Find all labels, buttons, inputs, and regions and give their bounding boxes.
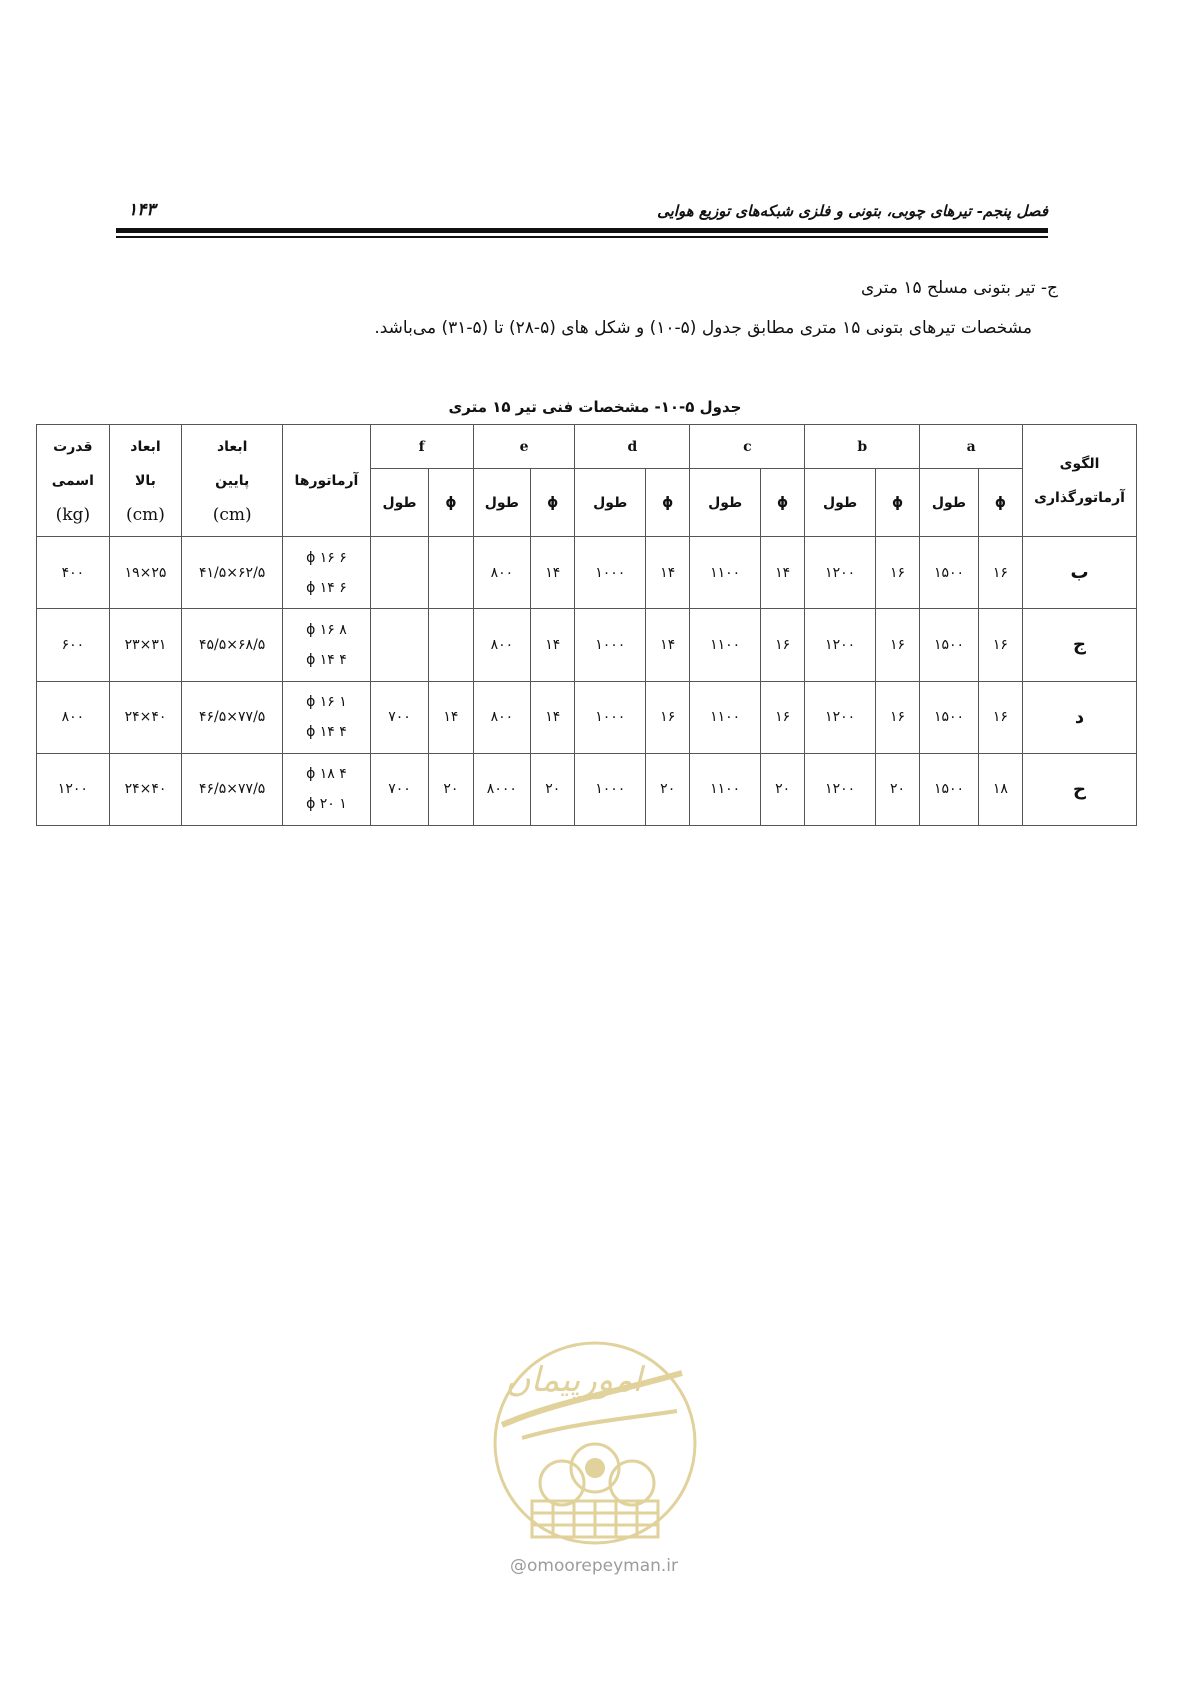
cell-c-phi: ۱۶ <box>760 681 804 753</box>
cell-top-dimension: ۳۱×۲۳ <box>109 609 182 681</box>
header-rule-thin <box>116 236 1048 238</box>
spec-table <box>36 424 1137 826</box>
cell-e-length: ۸۰۰۰ <box>473 753 530 825</box>
cell-e-length: ۸۰۰ <box>473 537 530 609</box>
table-caption: جدول ۵-۱۰- مشخصات فنی تیر ۱۵ متری <box>448 398 742 416</box>
cell-d-phi: ۲۰ <box>646 753 690 825</box>
cell-bottom-dimension: ۷۷/۵×۴۶/۵ <box>182 681 283 753</box>
header-phi: ϕ <box>978 469 1022 537</box>
cell-pattern: ب <box>1023 537 1137 609</box>
cell-b-length: ۱۲۰۰ <box>805 609 876 681</box>
cell-e-length: ۸۰۰ <box>473 609 530 681</box>
cell-c-length: ۱۱۰۰ <box>690 609 761 681</box>
cell-armatures: ۱ ϕ ۱۶ ۴ ϕ ۱۴ <box>283 681 371 753</box>
header-rule-thick <box>116 228 1048 233</box>
section-subheading: ج- تیر بتونی مسلح ۱۵ متری <box>861 278 1058 298</box>
cell-e-phi: ۱۴ <box>531 609 575 681</box>
header-length: طول <box>805 469 876 537</box>
header-length: طول <box>690 469 761 537</box>
cell-nominal-power: ۸۰۰ <box>37 681 110 753</box>
cell-d-length: ۱۰۰۰ <box>575 609 646 681</box>
cell-d-length: ۱۰۰۰ <box>575 753 646 825</box>
header-group-b: b <box>805 425 920 469</box>
cell-bottom-dimension: ۶۲/۵×۴۱/۵ <box>182 537 283 609</box>
cell-a-phi: ۱۶ <box>978 609 1022 681</box>
cell-f-length <box>370 537 428 609</box>
cell-c-phi: ۱۴ <box>760 537 804 609</box>
cell-d-phi: ۱۴ <box>646 609 690 681</box>
cell-e-length: ۸۰۰ <box>473 681 530 753</box>
cell-bottom-dimension: ۶۸/۵×۴۵/۵ <box>182 609 283 681</box>
cell-f-length: ۷۰۰ <box>370 681 428 753</box>
cell-c-length: ۱۱۰۰ <box>690 537 761 609</box>
cell-nominal-power: ۶۰۰ <box>37 609 110 681</box>
header-nominal-power: قدرت اسمی (kg) <box>37 425 110 537</box>
cell-d-length: ۱۰۰۰ <box>575 537 646 609</box>
header-group-d: d <box>575 425 690 469</box>
cell-b-length: ۱۲۰۰ <box>805 681 876 753</box>
cell-a-length: ۱۵۰۰ <box>920 609 978 681</box>
header-top-dimension: ابعاد بالا (cm) <box>109 425 182 537</box>
cell-c-phi: ۲۰ <box>760 753 804 825</box>
table-row <box>37 681 1137 753</box>
header-length: طول <box>370 469 428 537</box>
cell-b-phi: ۲۰ <box>875 753 919 825</box>
header-phi: ϕ <box>646 469 690 537</box>
cell-f-phi <box>429 537 473 609</box>
cell-pattern: ح <box>1023 753 1137 825</box>
cell-top-dimension: ۴۰×۲۴ <box>109 681 182 753</box>
header-phi: ϕ <box>760 469 804 537</box>
cell-a-length: ۱۵۰۰ <box>920 753 978 825</box>
cell-a-phi: ۱۶ <box>978 681 1022 753</box>
cell-b-length: ۱۲۰۰ <box>805 537 876 609</box>
cell-e-phi: ۱۴ <box>531 681 575 753</box>
cell-b-phi: ۱۶ <box>875 609 919 681</box>
table-row <box>37 609 1137 681</box>
header-group-a: a <box>920 425 1023 469</box>
cell-b-phi: ۱۶ <box>875 681 919 753</box>
cell-a-phi: ۱۶ <box>978 537 1022 609</box>
cell-nominal-power: ۱۲۰۰ <box>37 753 110 825</box>
cell-pattern: ج <box>1023 609 1137 681</box>
watermark-logo-text: امورپیمان <box>505 1360 642 1400</box>
table-row <box>37 753 1137 825</box>
table-row <box>37 537 1137 609</box>
header-group-f: f <box>370 425 473 469</box>
header-phi: ϕ <box>875 469 919 537</box>
cell-e-phi: ۱۴ <box>531 537 575 609</box>
cell-pattern: د <box>1023 681 1137 753</box>
cell-bottom-dimension: ۷۷/۵×۴۶/۵ <box>182 753 283 825</box>
cell-f-phi: ۱۴ <box>429 681 473 753</box>
cell-top-dimension: ۴۰×۲۴ <box>109 753 182 825</box>
header-length: طول <box>473 469 530 537</box>
cell-d-phi: ۱۶ <box>646 681 690 753</box>
chapter-title: فصل پنجم- تیرهای چوبی، بتونی و فلزی شبکه‌های توزیع هوایی <box>657 202 1048 220</box>
cell-c-length: ۱۱۰۰ <box>690 681 761 753</box>
cell-f-phi <box>429 609 473 681</box>
watermark-site: @omoorepeyman.ir <box>509 1556 679 1576</box>
header-length: طول <box>575 469 646 537</box>
page-header <box>116 198 1048 228</box>
header-phi: ϕ <box>531 469 575 537</box>
header-phi: ϕ <box>429 469 473 537</box>
cell-f-length <box>370 609 428 681</box>
cell-c-phi: ۱۶ <box>760 609 804 681</box>
cell-b-phi: ۱۶ <box>875 537 919 609</box>
cell-d-length: ۱۰۰۰ <box>575 681 646 753</box>
watermark-logo <box>492 1333 698 1573</box>
cell-f-length: ۷۰۰ <box>370 753 428 825</box>
cell-b-length: ۱۲۰۰ <box>805 753 876 825</box>
cell-a-phi: ۱۸ <box>978 753 1022 825</box>
cell-d-phi: ۱۴ <box>646 537 690 609</box>
cell-f-phi: ۲۰ <box>429 753 473 825</box>
cell-armatures: ۶ ϕ ۱۶ ۶ ϕ ۱۴ <box>283 537 371 609</box>
header-pattern: الگوی آرماتورگذاری <box>1023 425 1137 537</box>
cell-a-length: ۱۵۰۰ <box>920 537 978 609</box>
cell-e-phi: ۲۰ <box>531 753 575 825</box>
cell-armatures: ۸ ϕ ۱۶ ۴ ϕ ۱۴ <box>283 609 371 681</box>
page-number: ۱۴۳ <box>128 200 156 220</box>
cell-armatures: ۴ ϕ ۱۸ ۱ ϕ ۲۰ <box>283 753 371 825</box>
header-bottom-dimension: ابعاد پایین (cm) <box>182 425 283 537</box>
header-length: طول <box>920 469 978 537</box>
cell-nominal-power: ۴۰۰ <box>37 537 110 609</box>
cell-a-length: ۱۵۰۰ <box>920 681 978 753</box>
header-group-c: c <box>690 425 805 469</box>
cell-c-length: ۱۱۰۰ <box>690 753 761 825</box>
header-group-e: e <box>473 425 575 469</box>
section-paragraph: مشخصات تیرهای بتونی ۱۵ متری مطابق جدول (۵-۱۰) و شکل های (۵-۲۸) تا (۵-۳۱) می‌باشد. <box>374 318 1032 338</box>
header-armatures: آرماتورها <box>283 425 371 537</box>
cell-top-dimension: ۲۵×۱۹ <box>109 537 182 609</box>
